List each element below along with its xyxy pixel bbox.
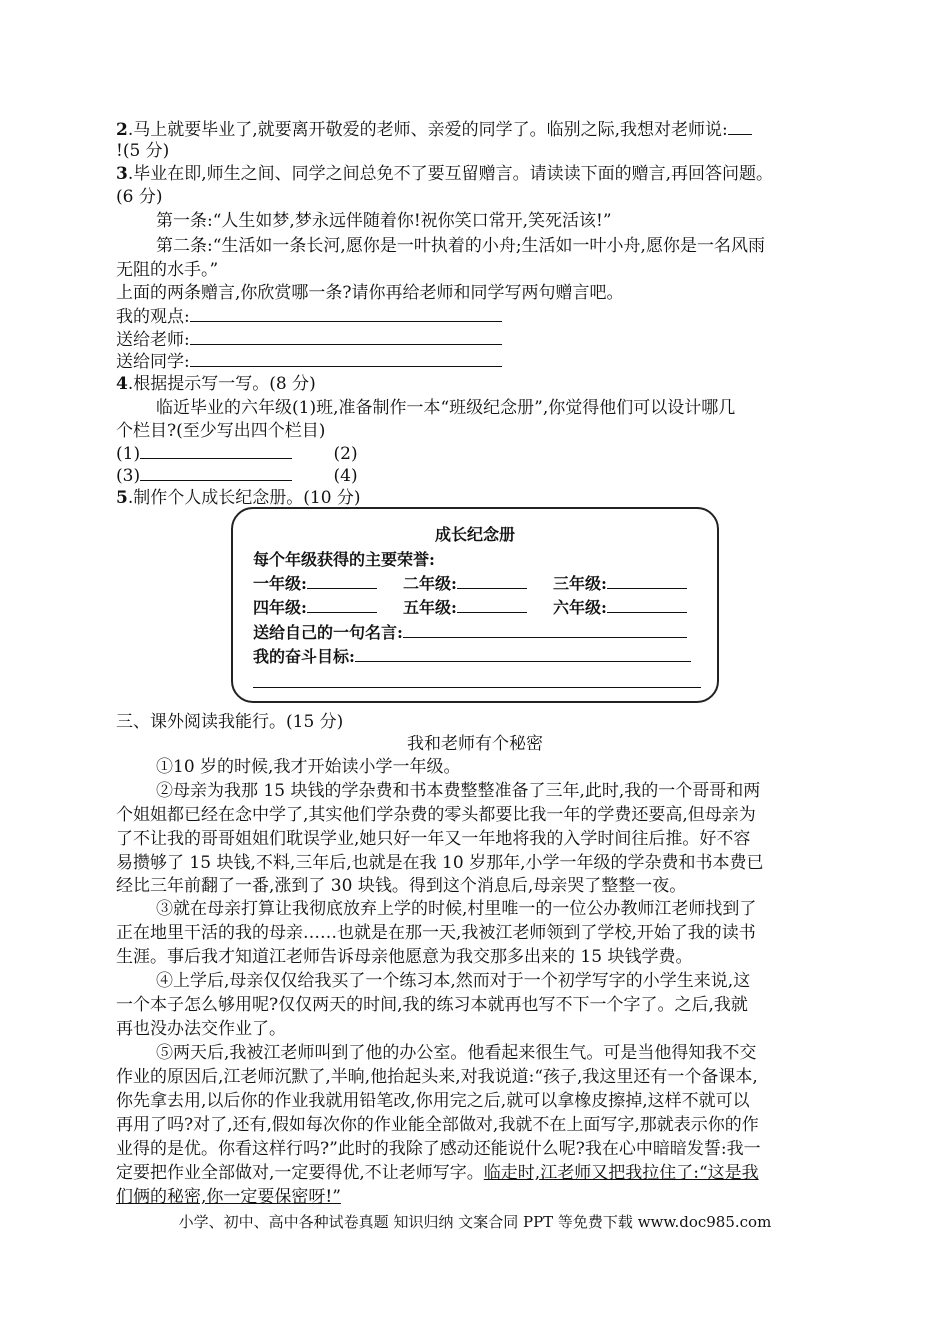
grades-row-2 bbox=[253, 598, 687, 618]
column-item-1-blank[interactable] bbox=[140, 442, 292, 459]
question-2-text: .马上就要毕业了,就要离开敬爱的老师、亲爱的同学了。临别之际,我想对老师说: bbox=[127, 120, 728, 140]
paragraph-4-line-1: ④上学后,母亲仅仅给我买了一个练习本,然而对于一个初学写字的小学生来说,这 bbox=[156, 971, 751, 991]
paragraph-2-line-1: ②母亲为我那 15 块钱的学杂费和书本费整整准备了三年,此时,我的一个哥哥和两 bbox=[156, 781, 761, 801]
grade-1-blank[interactable] bbox=[307, 574, 377, 589]
column-item-3-label: (3) bbox=[116, 466, 141, 486]
section-3-heading: 三、课外阅读我能行。(15 分) bbox=[116, 712, 344, 732]
to-classmate-row bbox=[116, 350, 502, 373]
paragraph-5-line-3: 你先拿去用,以后你的作业我就用铅笔改,你用完之后,就可以拿橡皮擦掉,这样不就可以 bbox=[116, 1091, 750, 1111]
grade-3-label: 三年级: bbox=[553, 574, 607, 593]
paragraph-3-line-2: 正在地里干活的我的母亲……也就是在那一天,我被江老师领到了学校,开始了我的读书 bbox=[116, 923, 756, 943]
grade-2-label: 二年级: bbox=[403, 574, 457, 593]
grades-row-1 bbox=[253, 574, 687, 594]
to-teacher-row bbox=[116, 328, 502, 351]
paragraph-5-line-6 bbox=[116, 1162, 759, 1184]
question-3-points: (6 分) bbox=[116, 187, 163, 207]
question-3 bbox=[116, 163, 773, 185]
grade-1-label: 一年级: bbox=[253, 574, 307, 593]
paragraph-1: ①10 岁的时候,我才开始读小学一年级。 bbox=[156, 757, 461, 777]
paragraph-3-line-1: ③就在母亲打算让我彻底放弃上学的时候,村里唯一的一位公办教师江老师找到了 bbox=[156, 899, 757, 919]
honors-label: 每个年级获得的主要荣誉: bbox=[253, 550, 435, 569]
column-item-1-label: (1) bbox=[116, 444, 141, 464]
story-title: 我和老师有个秘密 bbox=[407, 734, 543, 754]
paragraph-5-line-1: ⑤两天后,我被江老师叫到了他的办公室。他看起来很生气。可是当他得知我不交 bbox=[156, 1043, 757, 1063]
paragraph-5-line-7 bbox=[116, 1186, 341, 1208]
question-2 bbox=[116, 118, 752, 141]
question-3-text: .毕业在即,师生之间、同学之间总免不了要互留赠言。请读读下面的赠言,再回答问题。 bbox=[127, 164, 774, 184]
column-row-2 bbox=[116, 464, 358, 487]
paragraph-2-line-2: 个姐姐都已经在念中学了,其实他们学杂费的零头都要比我一年的学费还要高,但母亲为 bbox=[116, 805, 756, 825]
question-4-text: .根据提示写一写。(8 分) bbox=[127, 374, 316, 394]
question-3-number: 3 bbox=[116, 164, 128, 184]
goal-blank[interactable] bbox=[355, 647, 691, 662]
column-item-4-label: (4) bbox=[333, 466, 358, 486]
question-5-number: 5 bbox=[116, 488, 128, 508]
my-view-label: 我的观点: bbox=[116, 307, 190, 327]
paragraph-5-underlined-sentence: 临走时,江老师又把我拉住了:“这是我 bbox=[483, 1163, 759, 1183]
paragraph-2-line-3: 了不让我的哥哥姐姐们耽误学业,她只好一年又一年地将我的入学时间往后推。好不容 bbox=[116, 829, 751, 849]
question-4-desc-1: 临近毕业的六年级(1)班,准备制作一本“班级纪念册”,你觉得他们可以设计哪几 bbox=[156, 398, 736, 418]
booklet-title: 成长纪念册 bbox=[434, 525, 515, 544]
grade-6-label: 六年级: bbox=[553, 598, 607, 617]
paragraph-2-line-4: 易攒够了 15 块钱,不料,三年后,也就是在我 10 岁那年,小学一年级的学杂费和书本费已 bbox=[116, 853, 764, 873]
paragraph-5-line-2: 作业的原因后,江老师沉默了,半晌,他抬起头来,对我说道:“孩子,我这里还有一个备课本, bbox=[116, 1067, 758, 1087]
question-2-number: 2 bbox=[116, 120, 128, 140]
goal-extra-blank[interactable] bbox=[253, 687, 701, 688]
motto-label: 送给自己的一句名言: bbox=[253, 623, 403, 642]
grade-5-label: 五年级: bbox=[403, 598, 457, 617]
goal-row bbox=[253, 647, 691, 667]
to-classmate-blank[interactable] bbox=[190, 350, 502, 367]
paragraph-2-line-5: 经比三年前翻了一番,涨到了 30 块钱。得到这个消息后,母亲哭了整整一夜。 bbox=[116, 876, 687, 896]
grade-2-blank[interactable] bbox=[457, 574, 527, 589]
column-item-2-label: (2) bbox=[333, 444, 358, 464]
motto-row bbox=[253, 623, 687, 643]
to-teacher-label: 送给老师: bbox=[116, 330, 190, 350]
paragraph-3-line-3: 生涯。事后我才知道江老师告诉母亲他愿意为我交那多出来的 15 块钱学费。 bbox=[116, 947, 693, 967]
question-5-text: .制作个人成长纪念册。(10 分) bbox=[127, 488, 361, 508]
grade-4-blank[interactable] bbox=[307, 598, 377, 613]
question-4-number: 4 bbox=[116, 374, 128, 394]
paragraph-5-underlined-end: 们俩的秘密,你一定要保密呀!” bbox=[116, 1187, 341, 1207]
question-4-desc-2: 个栏目?(至少写出四个栏目) bbox=[116, 421, 326, 441]
question-2-tail: !(5 分) bbox=[116, 141, 170, 161]
paragraph-5-line-6-plain: 定要把作业全部做对,一定要得优,不让老师写字。 bbox=[116, 1163, 484, 1183]
my-view-row bbox=[116, 305, 502, 328]
grade-3-blank[interactable] bbox=[607, 574, 687, 589]
goal-label: 我的奋斗目标: bbox=[253, 647, 355, 666]
to-classmate-label: 送给同学: bbox=[116, 352, 190, 372]
paragraph-4-line-2: 一个本子怎么够用呢?仅仅两天的时间,我的练习本就再也写不下一个字了。之后,我就 bbox=[116, 995, 748, 1015]
footer-text: 小学、初中、高中各种试卷真题 知识归纳 文案合同 PPT 等免费下载 www.doc985.com bbox=[178, 1213, 772, 1231]
grade-6-blank[interactable] bbox=[607, 598, 687, 613]
column-item-3-blank[interactable] bbox=[140, 464, 292, 481]
motto-blank[interactable] bbox=[403, 623, 687, 638]
paragraph-5-line-5: 业得的是优。你看这样行吗?”此时的我除了感动还能说什么呢?我在心中暗暗发誓:我一 bbox=[116, 1139, 761, 1159]
paragraph-5-line-4: 再用了吗?对了,还有,假如每次你的作业能全部做对,我就不在上面写字,那就表示你的作 bbox=[116, 1115, 759, 1135]
column-row-1 bbox=[116, 442, 358, 465]
quote-2-line-2: 无阻的水手。” bbox=[116, 260, 219, 280]
grade-4-label: 四年级: bbox=[253, 598, 307, 617]
paragraph-4-line-3: 再也没办法交作业了。 bbox=[116, 1019, 286, 1039]
grade-5-blank[interactable] bbox=[457, 598, 527, 613]
quote-2-line-1: 第二条:“生活如一条长河,愿你是一叶执着的小舟;生活如一叶小舟,愿你是一名风雨 bbox=[156, 236, 765, 256]
growth-booklet-box bbox=[231, 507, 719, 703]
question-2-answer-blank[interactable] bbox=[728, 118, 752, 135]
quote-1: 第一条:“人生如梦,梦永远伴随着你!祝你笑口常开,笑死活该!” bbox=[156, 211, 612, 231]
question-3-prompt: 上面的两条赠言,你欣赏哪一条?请你再给老师和同学写两句赠言吧。 bbox=[116, 283, 624, 303]
question-4 bbox=[116, 373, 316, 395]
to-teacher-blank[interactable] bbox=[190, 328, 502, 345]
question-5 bbox=[116, 487, 361, 509]
my-view-blank[interactable] bbox=[190, 305, 502, 322]
